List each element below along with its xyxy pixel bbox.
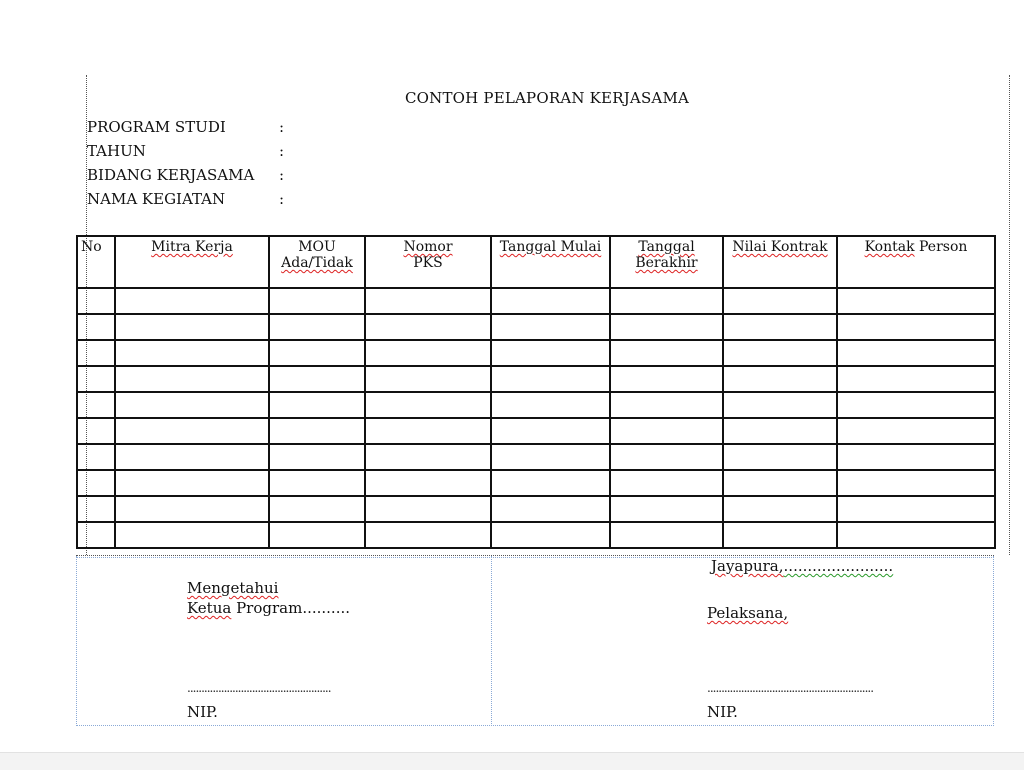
ketua-program-line [187,598,350,618]
table-cell [269,418,365,444]
table-cell [723,366,837,392]
table-cell [723,444,837,470]
program-text: Program.......... [231,599,350,617]
table-cell [610,392,723,418]
table-cell [77,418,115,444]
table-cell [77,366,115,392]
table-cell [269,366,365,392]
table-cell [723,392,837,418]
table-cell [491,288,610,314]
table-cell [365,418,491,444]
table-cell [77,470,115,496]
table-cell [491,470,610,496]
table-cell [115,418,269,444]
table-cell [837,314,995,340]
header-nomor-pks [365,236,491,288]
field-colon: : [279,190,285,208]
table-cell [115,314,269,340]
document-title-text: CONTOH PELAPORAN KERJASAMA [404,89,690,107]
table-cell [837,418,995,444]
table-cell [365,522,491,548]
field-bidang-kerjasama [87,163,289,187]
header-mou [269,236,365,288]
table-cell [491,392,610,418]
table-cell [723,522,837,548]
table-cell [837,366,995,392]
table-cell [115,392,269,418]
table-cell [610,288,723,314]
table-cell [269,470,365,496]
table-cell [77,496,115,522]
signature-cell-border-bottom [76,725,994,726]
header-nomor-line1: Nomor [403,239,453,255]
table-row [77,444,995,470]
field-label: NAMA KEGIATAN [87,190,226,208]
table-cell [723,288,837,314]
table-cell [365,392,491,418]
field-label: PROGRAM STUDI [87,118,226,136]
table-cell [365,470,491,496]
jayapura-text: Jayapura, [711,557,784,575]
table-cell [269,522,365,548]
table-row [77,496,995,522]
header-kontak-line2: Person [919,239,968,255]
table-cell [610,522,723,548]
header-no [77,236,115,288]
table-cell [491,496,610,522]
mengetahui-text: Mengetahui [187,579,279,597]
field-colon: : [279,118,285,136]
report-info-fields [87,115,289,211]
table-row [77,470,995,496]
table-row [77,314,995,340]
header-tanggal-berakhir [610,236,723,288]
table-cell [115,288,269,314]
table-row [77,392,995,418]
signature-cell-border-right [993,556,994,726]
signature-cell-border-mid [491,556,492,726]
table-row [77,418,995,444]
table-cell [77,314,115,340]
table-cell [610,418,723,444]
table-cell [365,288,491,314]
field-tahun [87,139,289,163]
table-cell [610,470,723,496]
field-colon: : [279,142,285,160]
table-cell [491,314,610,340]
table-cell [723,418,837,444]
pelaksana-label: Pelaksana, [707,604,789,622]
field-colon: : [279,166,285,184]
header-berakhir-line1: Tanggal [638,239,695,255]
table-cell [837,340,995,366]
table-cell [269,444,365,470]
table-cell [115,366,269,392]
table-cell [77,522,115,548]
table-cell [269,496,365,522]
table-cell [115,470,269,496]
left-signature-line: ................................................... [187,681,331,695]
table-row [77,288,995,314]
right-nip: NIP. [707,703,738,721]
table-cell [491,366,610,392]
table-cell [610,314,723,340]
table-cell [77,340,115,366]
table-cell [723,314,837,340]
field-nama-kegiatan [87,187,289,211]
header-kontak-person [837,236,995,288]
table-cell [610,366,723,392]
table-body [77,288,995,548]
table-cell [77,288,115,314]
table-cell [77,392,115,418]
header-mou-line1: MOU [298,239,336,255]
table-cell [269,314,365,340]
header-mitra-kerja-text: Mitra Kerja [151,239,233,255]
table-row [77,340,995,366]
table-cell [115,522,269,548]
header-kontak-line1: Kontak [864,239,915,255]
table-cell [269,392,365,418]
table-cell [365,314,491,340]
table-cell [837,392,995,418]
table-cell [723,496,837,522]
table-row [77,366,995,392]
header-mitra-kerja [115,236,269,288]
document-title [0,89,1024,107]
table-cell [115,444,269,470]
right-place-date [711,556,893,576]
table-row [77,522,995,548]
table-cell [610,444,723,470]
header-tanggal-mulai [491,236,610,288]
left-nip: NIP. [187,703,218,721]
table-cell [365,340,491,366]
table-cell [77,444,115,470]
field-label: BIDANG KERJASAMA [87,166,255,184]
ketua-text: Ketua [187,599,232,617]
table-cell [610,496,723,522]
table-cell [365,496,491,522]
table-cell [837,522,995,548]
right-signature-line: ........................................................... [707,681,874,695]
signature-cell-border-left [76,556,77,726]
table-cell [491,522,610,548]
table-cell [610,340,723,366]
field-program-studi [87,115,289,139]
date-dots: ....................... [783,557,894,575]
header-tanggal-mulai-text: Tanggal Mulai [499,239,602,255]
table-cell [723,340,837,366]
table-cell [269,288,365,314]
table-cell [115,340,269,366]
bottom-gray-band [0,752,1024,770]
table-cell [269,340,365,366]
table-cell [723,470,837,496]
header-no-text: No [81,239,102,255]
table-cell [491,340,610,366]
right-margin-guide [1009,75,1010,555]
header-nilai-kontrak [723,236,837,288]
header-mou-line2: Ada/Tidak [281,255,353,271]
pelaksana-text [707,603,788,623]
table-cell [491,444,610,470]
table-cell [491,418,610,444]
cooperation-report-table [76,235,996,549]
table-header-row [77,236,995,288]
header-nomor-line2: PKS [413,255,443,271]
table-cell [365,366,491,392]
table-cell [115,496,269,522]
header-berakhir-line2: Berakhir [635,255,698,271]
table-cell [837,470,995,496]
left-signature-block [187,578,350,618]
table-cell [365,444,491,470]
header-nilai-kontrak-text: Nilai Kontrak [732,239,828,255]
table-cell [837,496,995,522]
table-cell [837,288,995,314]
table-cell [837,444,995,470]
field-label: TAHUN [87,142,146,160]
